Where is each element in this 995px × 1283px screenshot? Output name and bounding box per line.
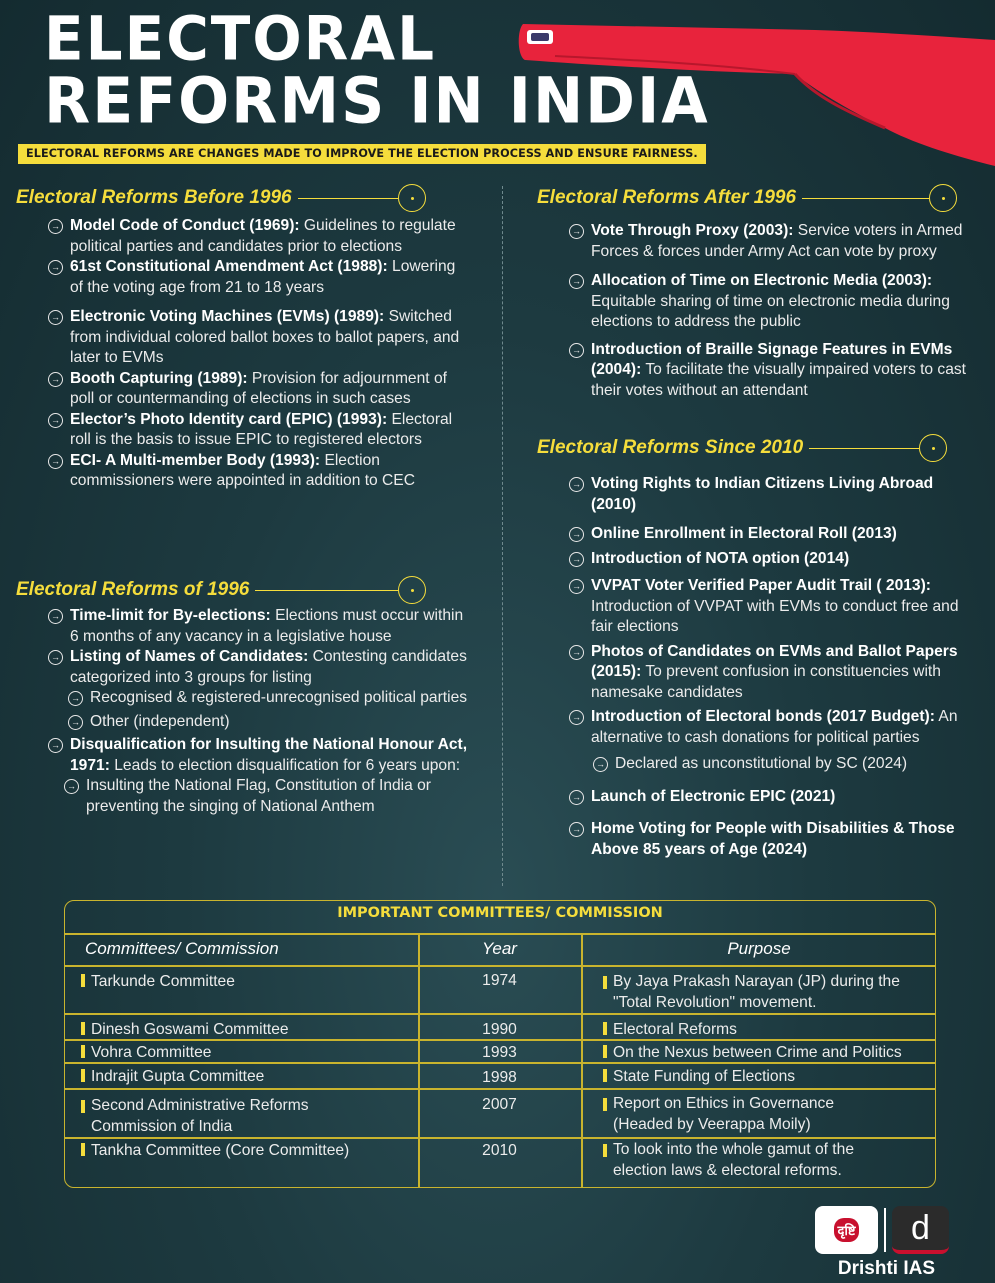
- section-title: Electoral Reforms Before 1996: [16, 187, 292, 208]
- section-title: Electoral Reforms Since 2010: [537, 437, 804, 458]
- list-item: [567, 787, 972, 808]
- item-title: VVPAT Voter Verified Paper Audit Trail ( 2013):: [591, 577, 931, 594]
- sub-item: [68, 712, 476, 733]
- table-cell-year: 2007: [482, 1096, 517, 1113]
- heading-dot-icon: [398, 184, 426, 212]
- item-text: Guidelines to regulate political parties and candidates prior to elections: [70, 217, 456, 255]
- right-column-after-1996: [537, 185, 957, 211]
- table-cell-purpose: [603, 1067, 933, 1088]
- section-heading-after-1996: [537, 185, 957, 211]
- sub-item-text: Declared as unconstitutional by SC (2024): [615, 755, 908, 772]
- bullet-bar-icon: [81, 1045, 85, 1058]
- bullet-bar-icon: [603, 1144, 607, 1157]
- table-title: IMPORTANT COMMITTEES/ COMMISSION: [337, 905, 663, 921]
- arrow-circle-icon: →: [569, 224, 584, 239]
- arrow-circle-icon: →: [569, 527, 584, 542]
- drishti-d-logo-icon: d: [892, 1206, 949, 1254]
- item-title: Photos of Candidates on EVMs and Ballot Papers (2015):: [591, 642, 958, 680]
- item-title: Launch of Electronic EPIC (2021): [591, 787, 836, 805]
- table-col-rule: [581, 933, 583, 1187]
- item-title: Voting Rights to Indian Citizens Living Abroad (2010): [591, 475, 934, 513]
- arrow-circle-icon: →: [68, 715, 83, 730]
- bullet-bar-icon: [81, 1022, 85, 1035]
- bullet-bar-icon: [603, 1022, 607, 1035]
- item-text: Lowering of the voting age from 21 to 18 years: [70, 258, 456, 296]
- list-item: [567, 549, 972, 570]
- item-title: Model Code of Conduct (1969):: [70, 217, 300, 234]
- table-cell-committee: [81, 1020, 411, 1041]
- bullet-bar-icon: [81, 1069, 85, 1082]
- purpose-text: State Funding of Elections: [613, 1068, 796, 1085]
- right-since-2010-list: [567, 474, 972, 860]
- list-item: [46, 307, 466, 369]
- list-item: [46, 369, 466, 410]
- sub-item-text: Recognised & registered-unrecognised political parties: [90, 689, 468, 706]
- committee-name: Tarkunde Committee: [91, 973, 235, 990]
- table-cell-committee: [81, 1096, 381, 1137]
- item-title: Booth Capturing (1989):: [70, 369, 248, 387]
- item-text: Introduction of VVPAT with EVMs to conduct free and fair elections: [591, 597, 959, 635]
- table-cell-purpose: [603, 1043, 935, 1064]
- list-item: [567, 340, 972, 402]
- item-text: To prevent confusion in constituencies with namesake candidates: [591, 663, 941, 701]
- item-text: Service voters in Armed Forces & forces under Army Act can vote by proxy: [591, 222, 963, 260]
- section-title: Electoral Reforms After 1996: [537, 187, 797, 208]
- committee-name: Second Administrative Reforms Commission of India: [91, 1097, 309, 1135]
- table-cell-year: 1990: [482, 1021, 517, 1038]
- item-title: Listing of Names of Candidates:: [70, 648, 309, 665]
- list-item: [567, 642, 972, 704]
- sub-item: [68, 688, 476, 709]
- table-rule: [65, 965, 935, 967]
- item-text: Leads to election disqualification for 6 years upon:: [109, 756, 461, 774]
- table-cell-purpose: [603, 1140, 903, 1181]
- committee-name: Tankha Committee (Core Committee): [91, 1142, 350, 1159]
- list-item: [46, 606, 476, 647]
- table-rule: [65, 1013, 935, 1015]
- list-item: [567, 819, 972, 860]
- drishti-logo: [815, 1205, 949, 1255]
- item-title: Online Enrollment in Electoral Roll (2013): [591, 525, 897, 542]
- list-item: [567, 474, 972, 515]
- table-cell-purpose: [603, 972, 933, 1013]
- section-heading-since-2010: [537, 435, 947, 461]
- arrow-circle-icon: →: [48, 738, 63, 753]
- item-title: Electronic Voting Machines (EVMs) (1989):: [70, 308, 385, 325]
- item-title: Introduction of Braille Signage Features in EVMs (2004):: [591, 340, 953, 378]
- sub-item-text: Insulting the National Flag, Constitution of India or preventing the singing of National Anthem: [86, 777, 431, 815]
- table-cell-committee: [81, 972, 411, 993]
- table-cell-year: 1974: [482, 972, 517, 989]
- left-before-1996-list: [46, 216, 466, 492]
- item-text: Contesting candidates categorized into 3 groups for listing: [70, 648, 467, 686]
- bullet-bar-icon: [603, 1045, 607, 1058]
- list-item: [567, 707, 972, 748]
- bullet-bar-icon: [81, 1143, 85, 1156]
- arrow-circle-icon: →: [64, 779, 79, 794]
- arrow-circle-icon: →: [569, 343, 584, 358]
- item-title: Disqualification for Insulting the National Honour Act, 1971:: [70, 736, 468, 774]
- heading-rule: [298, 198, 398, 199]
- purpose-text: On the Nexus between Crime and Politics: [613, 1044, 902, 1061]
- arrow-circle-icon: →: [569, 552, 584, 567]
- section-heading-of-1996: [16, 577, 426, 603]
- arrow-circle-icon: →: [48, 413, 63, 428]
- brand-name: Drishti IAS: [837, 1258, 935, 1279]
- item-title: Elector’s Photo Identity card (EPIC) (1993):: [70, 410, 388, 428]
- arrow-circle-icon: →: [48, 609, 63, 624]
- arrow-circle-icon: →: [48, 310, 63, 325]
- list-item: [567, 524, 972, 545]
- table-header-purpose: Purpose: [727, 939, 791, 958]
- table-cell-committee: [81, 1067, 411, 1088]
- table-cell-committee: [81, 1043, 411, 1064]
- section-title: Electoral Reforms of 1996: [16, 579, 250, 600]
- left-1996-list: [46, 606, 476, 817]
- arrow-circle-icon: →: [569, 790, 584, 805]
- left-column-1996: [16, 577, 426, 603]
- item-text: Election commissioners were appointed in addition to CEC: [70, 451, 415, 489]
- title-line-2: REFORMS IN INDIA: [44, 64, 710, 139]
- arrow-circle-icon: →: [68, 691, 83, 706]
- heading-dot-icon: [398, 576, 426, 604]
- arrow-circle-icon: →: [569, 645, 584, 660]
- arrow-circle-icon: →: [569, 579, 584, 594]
- list-item: [46, 216, 466, 257]
- list-item: [46, 451, 466, 492]
- table-cell-purpose: [603, 1020, 933, 1041]
- item-title: Introduction of Electoral bonds (2017 Budget):: [591, 708, 935, 725]
- bullet-bar-icon: [603, 1098, 607, 1111]
- committee-name: Indrajit Gupta Committee: [91, 1068, 265, 1085]
- bullet-bar-icon: [81, 974, 85, 987]
- table-cell-year: 1993: [482, 1044, 517, 1061]
- subtitle-banner: ELECTORAL REFORMS ARE CHANGES MADE TO IMPROVE THE ELECTION PROCESS AND ENSURE FAIRNESS.: [18, 144, 706, 164]
- committee-name: Dinesh Goswami Committee: [91, 1021, 289, 1038]
- list-item: [46, 257, 466, 298]
- sub-item: [593, 754, 972, 775]
- purpose-text: Report on Ethics in Governance (Headed by Veerappa Moily): [613, 1095, 835, 1133]
- sub-item-text: Other (independent): [90, 712, 230, 730]
- bullet-bar-icon: [603, 1069, 607, 1082]
- item-text: An alternative to cash donations for political parties: [591, 708, 958, 746]
- table-cell-purpose: [603, 1094, 893, 1135]
- arrow-circle-icon: →: [569, 710, 584, 725]
- arrow-circle-icon: →: [48, 219, 63, 234]
- item-title: 61st Constitutional Amendment Act (1988):: [70, 258, 388, 275]
- item-text: To facilitate the visually impaired voters to cast their votes without an attendant: [591, 361, 967, 399]
- arrow-circle-icon: →: [569, 477, 584, 492]
- item-title: ECI- A Multi-member Body (1993):: [70, 451, 321, 469]
- item-title: Vote Through Proxy (2003):: [591, 222, 794, 239]
- arrow-circle-icon: →: [48, 650, 63, 665]
- list-item: [46, 735, 476, 776]
- item-title: Time-limit for By-elections:: [70, 607, 271, 624]
- heading-rule: [255, 590, 398, 591]
- heading-rule: [802, 198, 929, 199]
- column-divider: [502, 186, 503, 886]
- item-text: Switched from individual colored ballot boxes to ballot papers, and later to EVMs: [70, 308, 460, 366]
- right-column-since-2010: [537, 435, 947, 461]
- purpose-text: To look into the whole gamut of the election laws & electoral reforms.: [613, 1141, 854, 1179]
- right-after-1996-list: [567, 221, 972, 401]
- list-item: [567, 221, 972, 262]
- bullet-bar-icon: [603, 976, 607, 989]
- left-column: [16, 185, 426, 211]
- purpose-text: By Jaya Prakash Narayan (JP) during the "Total Revolution" movement.: [613, 973, 900, 1011]
- heading-dot-icon: [919, 434, 947, 462]
- table-cell-committee: [81, 1141, 411, 1162]
- list-item: [567, 271, 972, 333]
- committee-name: Vohra Committee: [91, 1044, 212, 1061]
- item-text: Electoral roll is the basis to issue EPIC to registered electors: [70, 410, 453, 448]
- arrow-circle-icon: →: [48, 372, 63, 387]
- arrow-circle-icon: →: [48, 454, 63, 469]
- table-header-committee: Committees/ Commission: [85, 939, 279, 958]
- committees-table: [64, 900, 936, 1188]
- table-rule: [65, 1137, 935, 1139]
- heading-rule: [809, 448, 919, 449]
- item-text: Elections must occur within 6 months of any vacancy in a legislative house: [70, 607, 464, 645]
- sub-item: [64, 776, 476, 817]
- arrow-circle-icon: →: [48, 260, 63, 275]
- arrow-circle-icon: →: [569, 822, 584, 837]
- logo-mark-text: दृष्टि: [834, 1218, 860, 1242]
- item-text: Provision for adjournment of poll or countermanding of elections in such cases: [70, 369, 447, 407]
- logo-separator: [884, 1208, 886, 1252]
- list-item: [567, 576, 972, 638]
- item-title: Allocation of Time on Electronic Media (2003):: [591, 272, 933, 289]
- item-title: Introduction of NOTA option (2014): [591, 549, 850, 567]
- list-item: [46, 410, 466, 451]
- item-title: Home Voting for People with Disabilities & Those Above 85 years of Age (2024): [591, 820, 955, 858]
- table-cell-year: 1998: [482, 1069, 517, 1086]
- list-item: [46, 647, 476, 688]
- section-heading-before-1996: [16, 185, 426, 211]
- title-line-1: ELECTORAL: [44, 2, 437, 75]
- table-header-year: Year: [482, 939, 517, 958]
- arrow-circle-icon: →: [593, 757, 608, 772]
- purpose-text: Electoral Reforms: [613, 1021, 737, 1038]
- table-cell-year: 2010: [482, 1142, 517, 1159]
- bullet-bar-icon: [81, 1100, 85, 1113]
- heading-dot-icon: [929, 184, 957, 212]
- item-text: Equitable sharing of time on electronic media during elections to address the public: [591, 292, 950, 330]
- arrow-circle-icon: →: [569, 274, 584, 289]
- drishti-vision-logo-icon: [815, 1206, 878, 1254]
